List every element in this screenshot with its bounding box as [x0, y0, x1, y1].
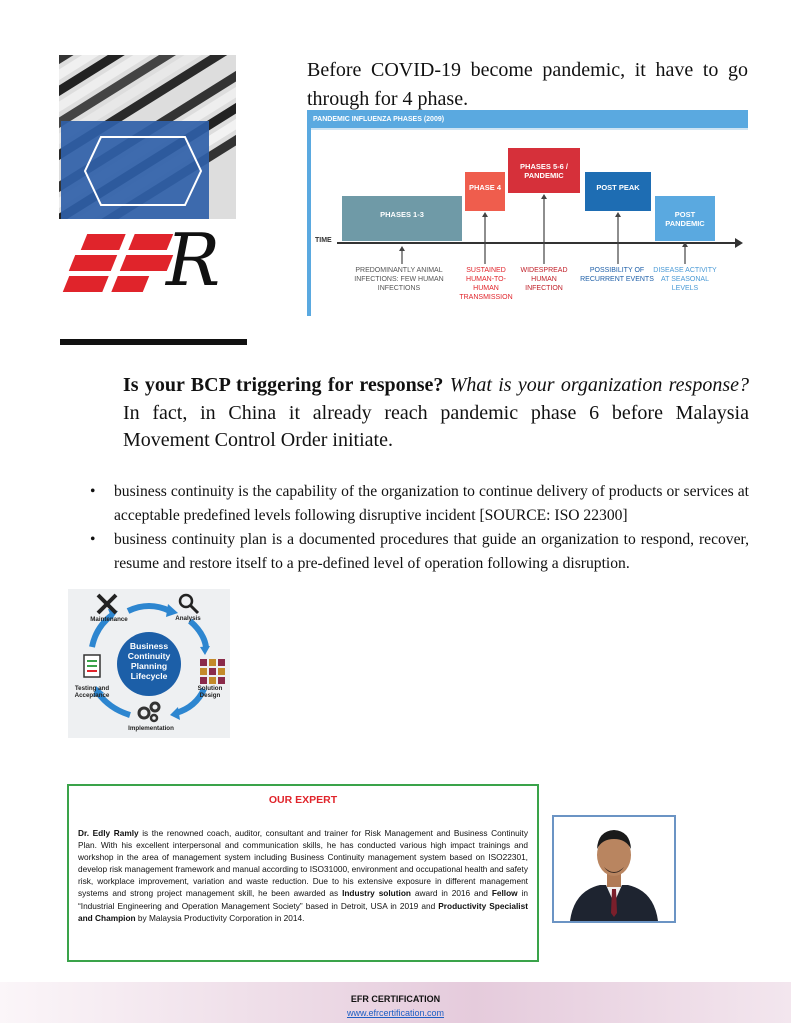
- bcp-question-italic: What is your organization response?: [449, 374, 750, 396]
- list-item: • business continuity is the capability of the organization to continue delivery of products or services at acceptable predefined levels following disruptive incident [SOURCE: ISO 22300]: [90, 480, 749, 528]
- logo-r-letter: R: [166, 218, 221, 302]
- phase-description: SUSTAINED HUMAN-TO-HUMAN TRANSMISSION: [459, 267, 513, 301]
- intro-line-2: through for 4 phase.: [307, 88, 469, 110]
- bcp-question-bold: Is your BCP triggering for response?: [123, 374, 444, 396]
- list-item: • business continuity plan is a documented procedures that guide an organization to respond, recover, resume and restore itself to a pre-defined level of operation following a disruption.: [90, 528, 749, 576]
- stage-implementation: Implementation: [128, 725, 174, 732]
- phase-label: PHASES 5-6 / PANDEMIC: [520, 161, 568, 180]
- award-text: Fellow: [491, 888, 518, 899]
- pointer-arrow-icon: [541, 194, 547, 199]
- stage-testing: Testing and Acceptance: [74, 685, 110, 699]
- lifecycle-center-line: Continuity: [127, 651, 171, 661]
- phase-box: [465, 172, 505, 211]
- hexagon-icon: [83, 135, 203, 207]
- time-label: TIME: [315, 237, 332, 244]
- magnifier-icon: [180, 595, 198, 613]
- expert-box: [67, 784, 539, 962]
- phase-description: PREDOMINANTLY ANIMAL INFECTIONS: FEW HUMAN INFECTIONS: [354, 267, 444, 292]
- definition-list: [90, 480, 749, 576]
- timeline-arrow-icon: [735, 238, 743, 248]
- lifecycle-center-line: Business: [129, 641, 169, 651]
- bcp-lifecycle-diagram: [68, 589, 230, 738]
- checklist-icon: [84, 655, 100, 677]
- stage-solution-design: Solution Design: [197, 685, 223, 699]
- phase-description: POSSIBILITY OF RECURRENT EVENTS: [580, 267, 654, 283]
- phase-label: PHASES 1-3: [380, 209, 424, 219]
- tools-icon: [98, 595, 116, 613]
- phase-box: [342, 196, 462, 241]
- expert-name: Dr. Edly Ramly: [78, 828, 139, 838]
- expert-bio: [78, 827, 528, 924]
- pointer-arrow-icon: [399, 246, 405, 251]
- phase-box: [585, 172, 651, 211]
- logo-divider: [60, 339, 247, 345]
- intro-line-1: Before COVID-19 become pandemic, it have to go: [307, 59, 748, 81]
- bio-text: in “Industrial Engineering and Operation Management Society” based in Detroit, USA in 2019 and: [78, 888, 528, 911]
- logo-photo: [59, 55, 236, 219]
- lifecycle-center-line: Planning: [130, 661, 168, 671]
- stage-analysis: Analysis: [175, 615, 201, 622]
- phase-description: WIDESPREAD HUMAN INFECTION: [520, 267, 568, 292]
- expert-photo: [552, 815, 676, 923]
- footer-website-link[interactable]: www.efrcertification.com: [346, 1008, 445, 1018]
- bcp-question-block: [123, 372, 749, 455]
- bcp-statement: In fact, in China it already reach pandemic phase 6 before Malaysia Movement Control Order initiate.: [123, 401, 749, 451]
- award-text: Industry solution: [342, 888, 411, 899]
- gears-icon: [139, 703, 159, 721]
- intro-text: [307, 56, 748, 114]
- pointer-arrow-icon: [482, 212, 488, 217]
- bio-text: is the renowned coach, auditor, consultant and trainer for Risk Management and Business Continuity Plan. With his excellent interpersonal and communication skills, he has conducted various high impact trainings and workshop in the area of management system including Business Continuity management system based on ISO22301, develop risk management framework and manual according to ISO31000, environment and occupational health and safety risk, workplace improvement, variation and waste reduction. Due to his extensive exposure in different management systems and strong project management skill, he been awarded as: [78, 828, 528, 899]
- expert-title: OUR EXPERT: [268, 794, 338, 806]
- phase-label: PHASE 4: [468, 182, 502, 192]
- chart-header-text: PANDEMIC INFLUENZA PHASES (2009): [313, 116, 445, 123]
- phase-label: POST PANDEMIC: [665, 209, 705, 228]
- bio-text: by Malaysia Productivity Corporation in 2014.: [135, 912, 305, 923]
- bio-text: award in 2016 and: [410, 888, 492, 899]
- chart-left-border: [307, 110, 311, 316]
- lifecycle-center-line: Lifecycle: [130, 671, 168, 681]
- footer-company-name: EFR CERTIFICATION: [350, 994, 441, 1004]
- pandemic-phases-diagram: [307, 110, 748, 316]
- pointer-arrow-icon: [615, 212, 621, 217]
- grid-icon: [200, 659, 225, 684]
- efr-logo: [62, 218, 244, 308]
- award-text: Productivity Specialist and Champion: [78, 900, 528, 923]
- stage-maintenance: Maintenance: [90, 616, 128, 623]
- phase-label: POST PEAK: [596, 182, 640, 192]
- arrow-icon: [128, 606, 170, 611]
- phase-description: DISEASE ACTIVITY AT SEASONAL LEVELS: [653, 267, 717, 292]
- arrow-icon: [190, 621, 206, 647]
